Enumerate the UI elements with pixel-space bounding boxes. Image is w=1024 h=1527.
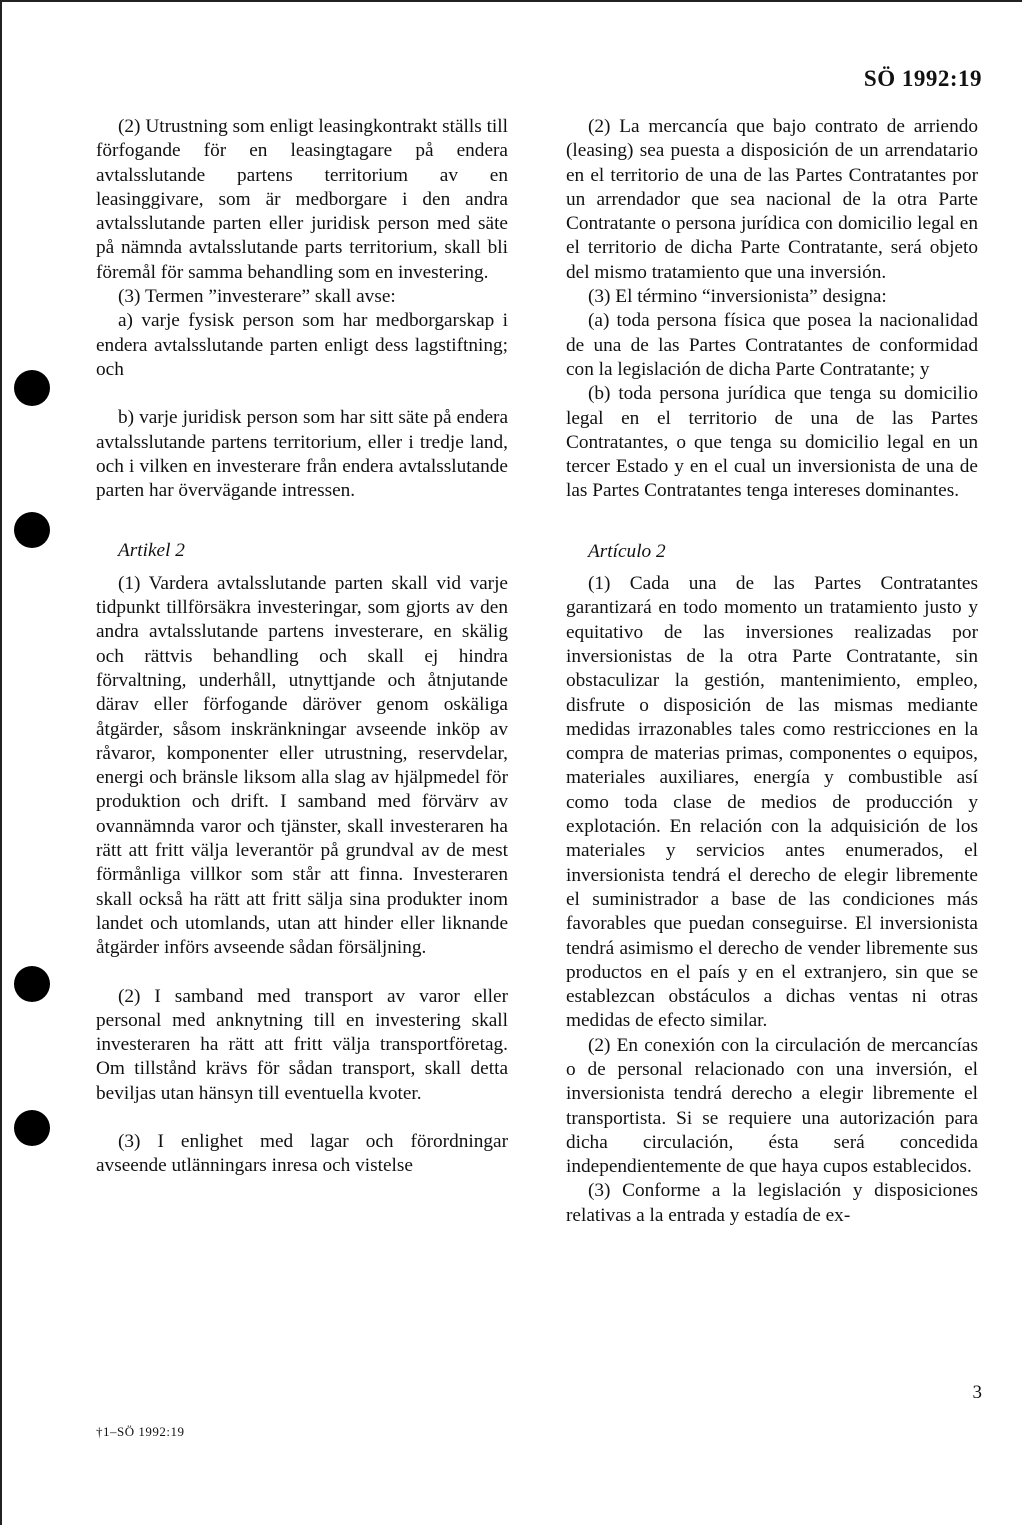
page-number: 3 <box>972 1382 982 1403</box>
punch-hole <box>14 370 50 406</box>
punch-hole <box>14 1110 50 1146</box>
paragraph: (3) Termen ”investerare” skall avse: <box>118 286 396 308</box>
paragraph: (a) toda persona física que posea la nacionalidad de una de las Partes Contratantes de conformidad con la legislación de dicha Parte Contratante; y <box>566 310 978 380</box>
paragraph: (1) Vardera avtalsslutande parten skall vid varje tidpunkt tillförsäkra investeringar, som gjorts av den andra avtalsslutande partens investerare, en skälig och rättvis behandling och skall ej hindra förvaltning, underhåll, utnyttjande och åtnjutande därav eller förfogande däröver genom oskäliga åtgärder, såsom inskränkningar avseende inköp av råvaror, komponenter eller utrustning, reservdelar, energi och bränsle liksom alla slag av hjälpmedel för produktion och drift. I samband med förvärv av ovannämnda varor och tjänster, skall investeraren ha rätt att fritt välja leverantör på grundval av de mest förmånliga villkor som står att finna. Investeraren skall också ha rätt att fritt sälja sina produkter inom landet och utomlands, utan att hinder eller liknande åtgärder införs avseende sådan försäljning. <box>96 572 508 959</box>
paragraph: (2) En conexión con la circulación de mercancías o de personal relacionado con una inversión, el inversionista tendrá derecho a elegir libremente el transportista. Si se requiere una autorización para dicha circulación, ésta será concedida independientemente de que haya cupos establecidos. <box>566 1034 978 1178</box>
paragraph: (b) toda persona jurídica que tenga su domicilio legal en el territorio de una de las Partes Contratantes, o que tenga su domicilio legal en un tercer Estado y en el cual un inversionista de una de las Partes Contratantes tenga intereses dominantes. <box>566 383 978 502</box>
article-heading: Artikel 2 <box>118 540 185 562</box>
paragraph: (2) I samband med transport av varor eller personal med anknytning till en investering skall investeraren ha rätt att fritt välja transportföretag. Om tillstånd krävs för sådan transport, skall detta beviljas utan hänsyn till eventuella kvoter. <box>96 985 508 1104</box>
article-heading: Artículo 2 <box>588 540 666 562</box>
paragraph: (3) I enlighet med lagar och förordningar avseende utlänningars inresa och vistelse <box>96 1130 508 1177</box>
paragraph: (2) Utrustning som enligt leasingkontrakt ställs till förfogande för en leasingtagare på endera avtalsslutande partens territorium av en leasinggivare, som är medborgare i den andra avtalsslutande parten eller juridisk person med säte på nämnda avtalsslutande parts territorium, skall bli föremål för samma behandling som en investering. <box>96 116 508 283</box>
footer-signature: †1–SÖ 1992:19 <box>96 1424 185 1439</box>
paragraph: b) varje juridisk person som har sitt säte på endera avtalsslutande partens territorium, eller i tredje land, och i vilken en investerare från endera avtalsslutande parten har övervägande intressen. <box>96 407 508 502</box>
paragraph: (1) Cada una de las Partes Contratantes garantizará en todo momento un tratamiento justo y equitativo de las inversiones realizadas por inversionistas de la otra Parte Contratante, sin obstaculizar la gestión, mantenimiento, empleo, disfrute o disposición de las mismas mediante medidas irrazonables tales como restricciones en la compra de materias primas, componentes o equipos, materiales auxiliares, energía y combustible así como toda clase de medios de producción y explotación. En relación con la adquisición de los materiales y servicios antes enumerados, el inversionista tendrá el derecho de elegir libremente el suministrador a base de las condiciones más favorables que puedan conseguirse. El inversionista tendrá asimismo el derecho de vender libremente sus productos en el país y en el extranjero, sin que se establezcan obstáculos a dichas ventas ni otras medidas de efecto similar. <box>566 573 978 1032</box>
punch-hole <box>14 966 50 1002</box>
paragraph: (3) Conforme a la legislación y disposiciones relativas a la entrada y estadía de ex- <box>566 1180 978 1226</box>
swedish-column <box>96 115 508 1179</box>
punch-hole <box>14 512 50 548</box>
document-reference: SÖ 1992:19 <box>863 66 982 91</box>
paragraph: (2) La mercancía que bajo contrato de arriendo (leasing) sea puesta a disposición de un arrendatario en el territorio de una de las Partes Contratantes por un arrendador que sea nacional de la otra Parte Contratante o persona jurídica con domicilio legal en el territorio de dicha Parte Contratante, será objeto del mismo tratamiento que una inversión. <box>566 116 978 283</box>
paragraph: a) varje fysisk person som har medborgarskap i endera avtalsslutande parten enligt dess lagstiftning; och <box>96 310 508 380</box>
spanish-column <box>566 115 978 1228</box>
paragraph: (3) El término “inversionista” designa: <box>588 286 887 308</box>
